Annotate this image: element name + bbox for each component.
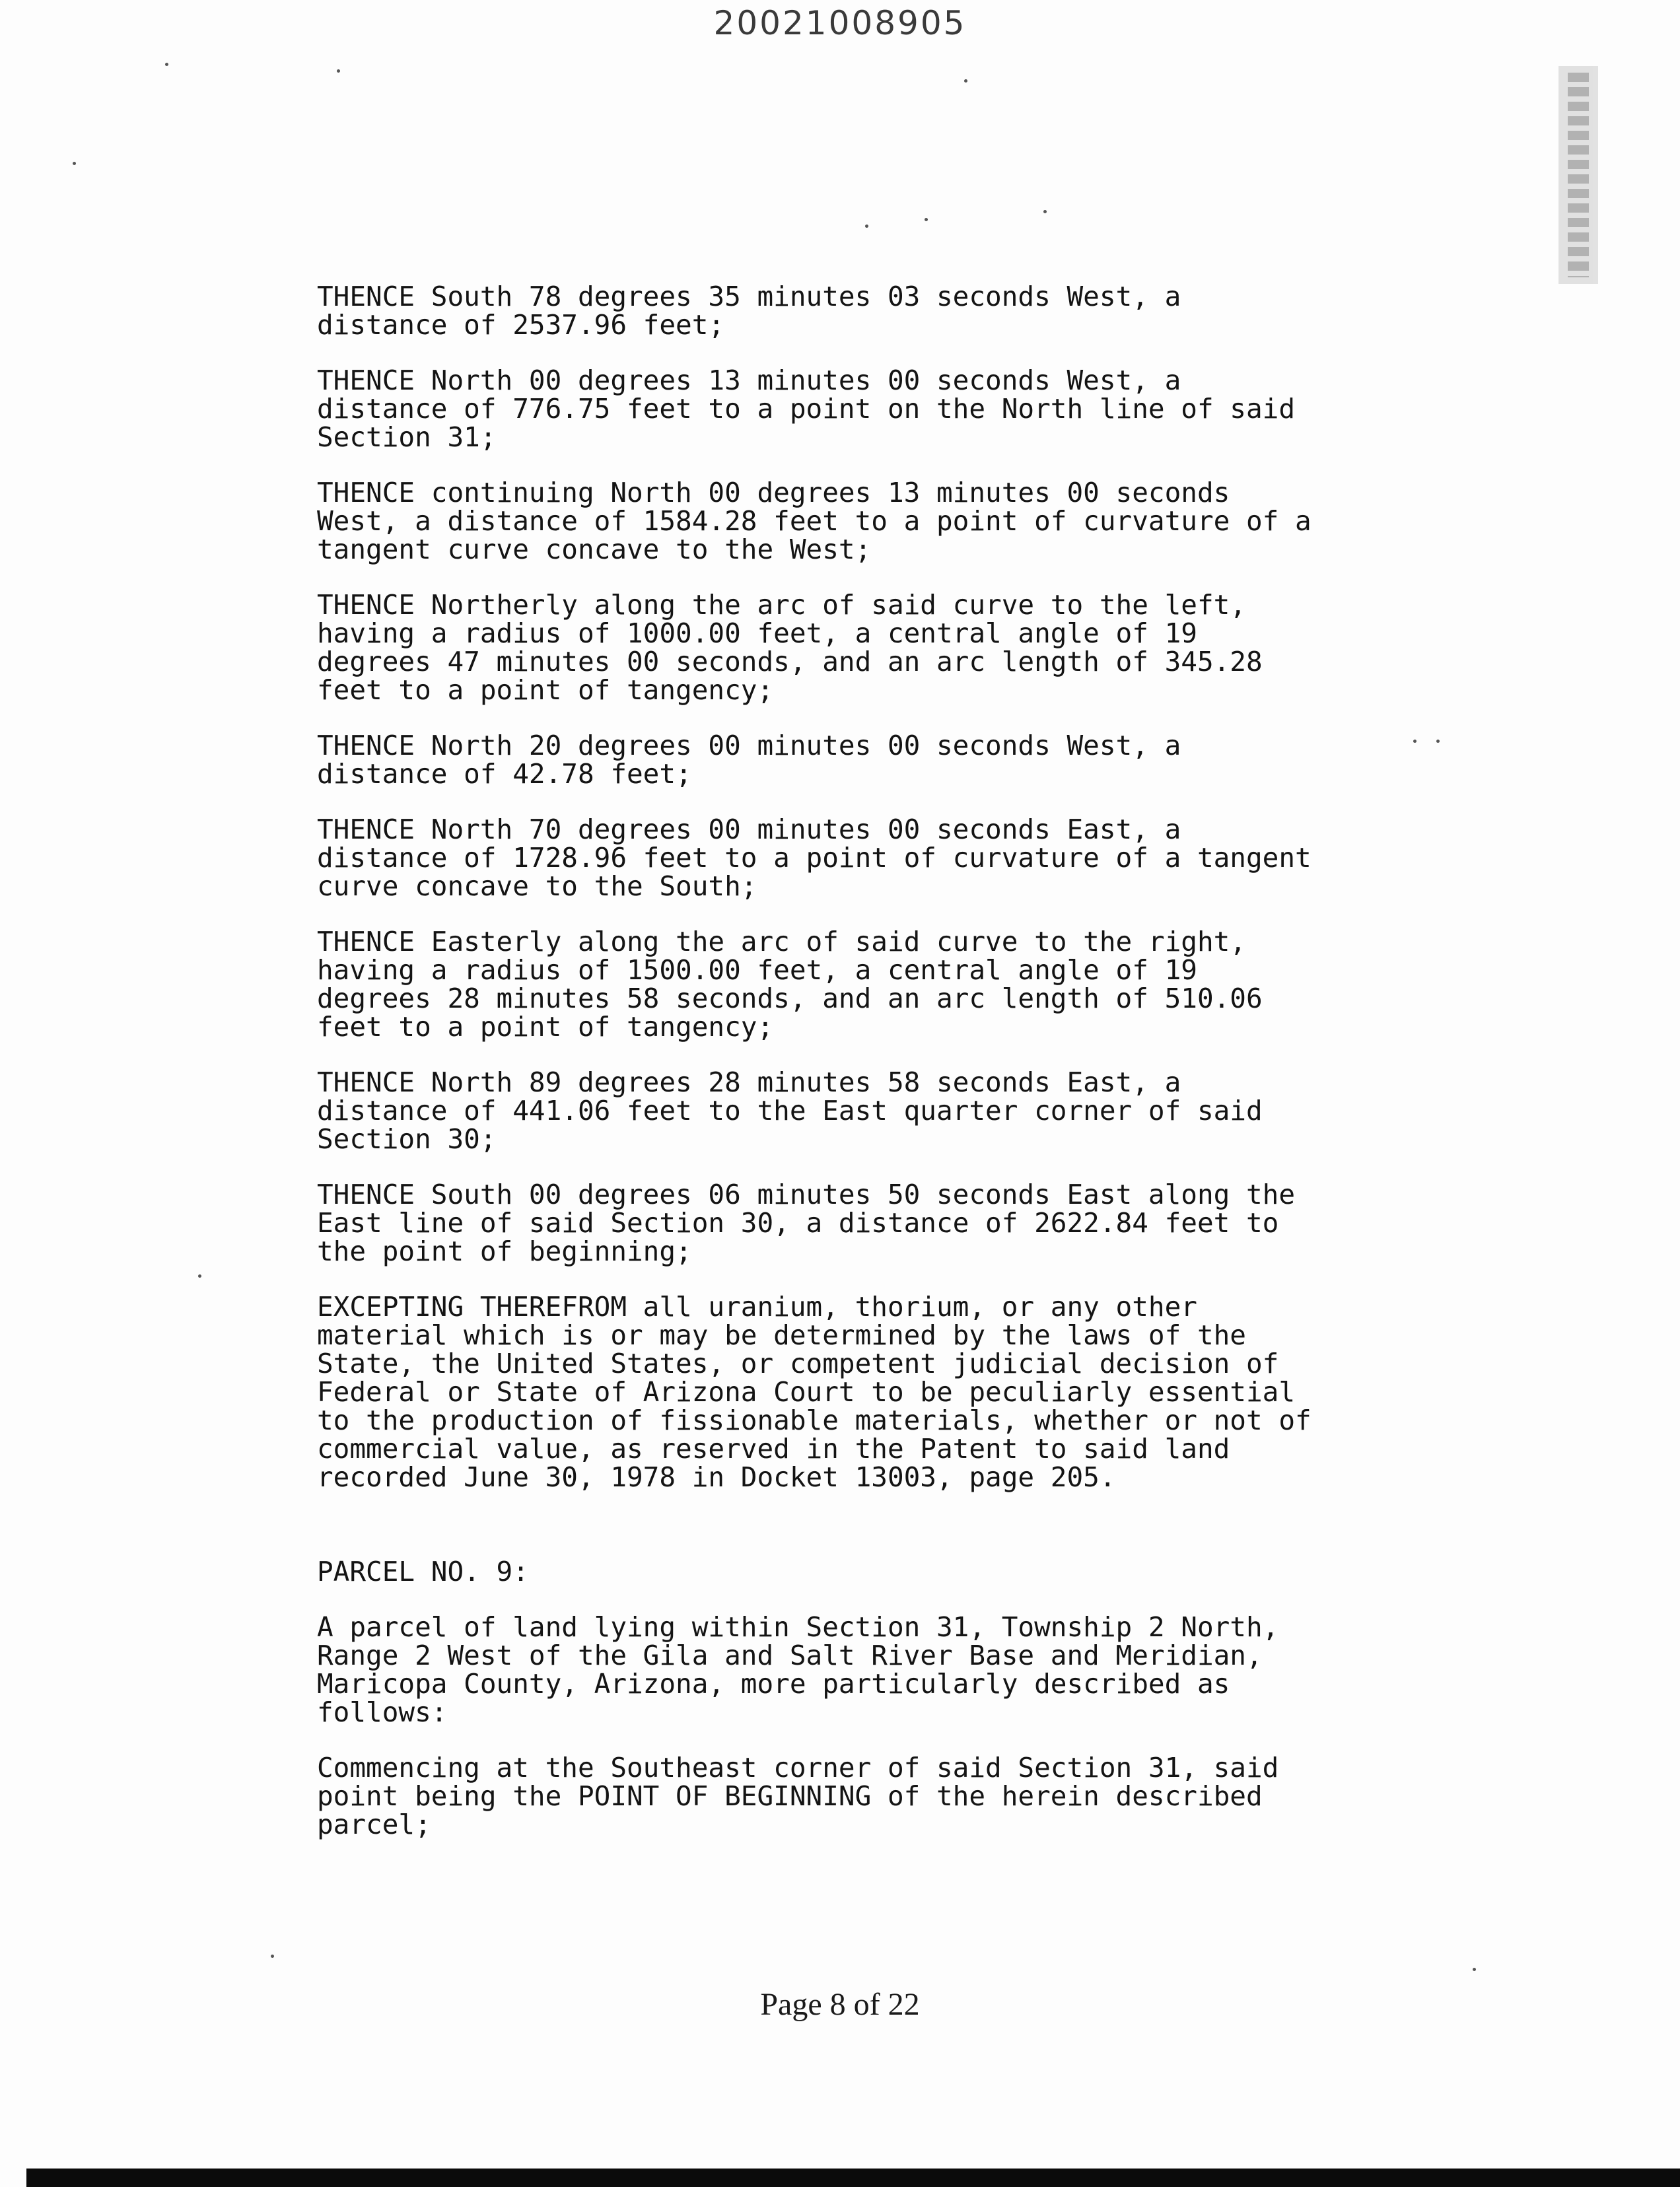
exception-paragraph: EXCEPTING THEREFROM all uranium, thorium, or any other material which is or may be determined by the laws of the State, the United States, or competent judicial decision of Federal or State of Arizona Court to be peculiarly essential to the production of fissionable materials, whether or not of commercial value, as reserved in the Patent to said land recorded June 30, 1978 in Docket 13003, page 205. [317,1291,1312,1493]
scan-speck [1473,1968,1476,1971]
course-paragraph: THENCE South 00 degrees 06 minutes 50 seconds East along the East line of said Section 30, a distance of 2622.84 feet to the point of beginning; [317,1179,1296,1267]
scan-speck [964,79,967,83]
course-paragraph: THENCE North 70 degrees 00 minutes 00 seconds East, a distance of 1728.96 feet to a point of curvature of a tangent curve concave to the South; [317,814,1312,902]
scan-speck [337,69,340,73]
scan-speck [198,1274,201,1278]
course-paragraph: THENCE Easterly along the arc of said curve to the right, having a radius of 1500.00 feet, a central angle of 19 degrees 28 minutes 58 seconds, and an arc length of 510.06 feet to a point of tangency; [317,926,1263,1043]
scan-speck [1043,210,1047,213]
scan-edge-bar [26,2169,1680,2187]
course-paragraph: THENCE Northerly along the arc of said curve to the left, having a radius of 1000.00 feet, a central angle of 19 degrees 47 minutes 00 seconds, and an arc length of 345.28 feet to a point of tangency; [317,589,1263,706]
scan-speck [925,218,928,221]
page-number: Page 8 of 22 [760,1987,920,2022]
scan-speck [865,225,868,228]
recording-number: 20021008905 [713,4,967,42]
course-paragraph: THENCE North 00 degrees 13 minutes 00 seconds West, a distance of 776.75 feet to a point on the North line of said Section 31; [317,364,1296,453]
course-paragraph: THENCE South 78 degrees 35 minutes 03 seconds West, a distance of 2537.96 feet; [317,281,1181,341]
course-paragraph: THENCE continuing North 00 degrees 13 minutes 00 seconds West, a distance of 1584.28 feet to a point of curvature of a tangent curve concave to the West; [317,477,1312,565]
parcel-heading: PARCEL NO. 9: [317,1556,529,1587]
scan-speck [165,63,168,66]
parcel-paragraph: Commencing at the Southeast corner of said Section 31, said point being the POINT OF BEGINNING of the herein described parcel; [317,1752,1279,1840]
legal-description [317,283,1519,1866]
parcel-paragraph: A parcel of land lying within Section 31, Township 2 North, Range 2 West of the Gila and Salt River Base and Meridian, Maricopa County, Arizona, more particularly described as follows: [317,1611,1279,1728]
scan-speck [73,162,76,165]
course-paragraph: THENCE North 20 degrees 00 minutes 00 seconds West, a distance of 42.78 feet; [317,730,1181,790]
course-paragraph: THENCE North 89 degrees 28 minutes 58 seconds East, a distance of 441.06 feet to the East quarter corner of said Section 30; [317,1066,1263,1155]
side-recording-stamp [1558,66,1598,284]
scan-speck [271,1955,274,1958]
stamp-pattern [1568,73,1589,277]
